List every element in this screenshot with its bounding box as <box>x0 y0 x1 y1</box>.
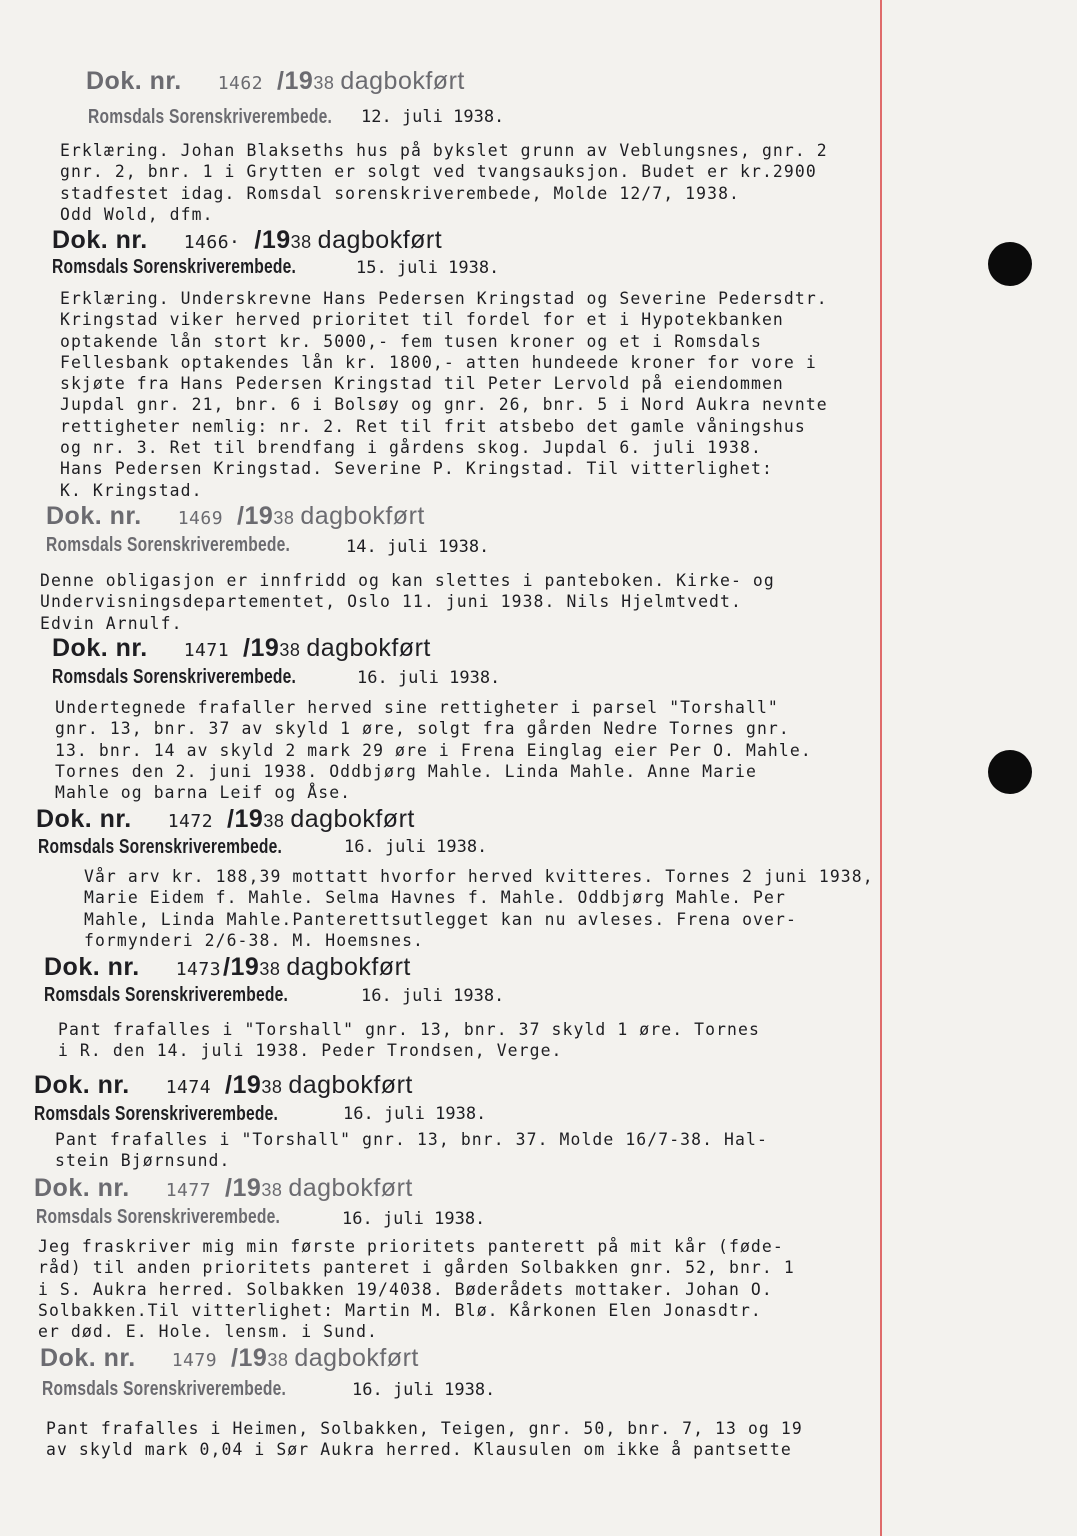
text-line: 13. bnr. 14 av skyld 2 mark 29 øre i Frena Einglag eier Per O. Mahle. <box>55 740 812 760</box>
year-prefix: /19 <box>223 953 260 981</box>
year-prefix: /19 <box>231 1344 268 1372</box>
red-margin-line <box>880 0 882 1536</box>
text-line: formynderi 2/6-38. M. Hoemsnes. <box>84 930 425 950</box>
entry-date: 16. juli 1938. <box>352 1380 496 1400</box>
stamp-word: dagbokført <box>340 67 465 95</box>
entry-date: 16. juli 1938. <box>361 986 505 1006</box>
text-line: Vår arv kr. 188,39 mottatt hvorfor herved kvitteres. Tornes 2 juni 1938, <box>84 867 874 886</box>
text-line: Fellesbank optakendes lån kr. 1800,- atten hundeede kroner for vore i <box>60 352 817 372</box>
year-suffix: 38 <box>261 1180 283 1200</box>
text-line: Pant frafalles i "Torshall" gnr. 13, bnr. 37 skyld 1 øre. Tornes <box>58 1020 760 1039</box>
entry-text <box>60 140 828 225</box>
text-line: gnr. 13, bnr. 37 av skyld 1 øre, solgt fra gården Nedre Tornes gnr. <box>55 719 790 739</box>
punch-hole-icon <box>988 750 1032 794</box>
year-prefix: /19 <box>237 502 274 530</box>
dok-number: 1471 <box>183 640 230 661</box>
dok-label: Dok. nr. <box>46 502 142 530</box>
dok-number: 1469 <box>177 508 224 529</box>
year-suffix: 38 <box>290 232 312 252</box>
text-line: Erklæring. Johan Blakseths hus på bykslet grunn av Veblungsnes, gnr. 2 <box>60 141 828 160</box>
year-prefix: /19 <box>254 226 291 254</box>
year-prefix: /19 <box>225 1071 262 1099</box>
stamp-word: dagbokført <box>288 1071 413 1099</box>
text-line: er død. E. Hole. lensm. i Sund. <box>38 1322 379 1342</box>
stamp-word: dagbokført <box>306 634 431 662</box>
dagbok-stamp <box>34 1174 413 1203</box>
dok-label: Dok. nr. <box>44 953 140 981</box>
entry-text <box>38 1236 795 1342</box>
dok-label: Dok. nr. <box>86 67 182 95</box>
entry-text <box>58 1019 760 1062</box>
text-line: Undervisningsdepartementet, Oslo 11. juni 1938. Nils Hjelmtvedt. <box>40 592 742 612</box>
entry-date: 14. juli 1938. <box>346 537 490 557</box>
office-stamp: Romsdals Sorenskriverembede. <box>34 1103 279 1125</box>
dagbok-stamp <box>46 502 425 531</box>
text-line: Jeg fraskriver mig min første prioritets panterett på mit kår (føde- <box>38 1237 784 1256</box>
entry-text <box>60 288 828 501</box>
entry-date: 16. juli 1938. <box>342 1209 486 1229</box>
text-line: Mahle og barna Leif og Åse. <box>55 783 352 803</box>
dok-number: 1479 <box>171 1350 218 1371</box>
text-line: stein Bjørnsund. <box>55 1151 231 1171</box>
entry-date: 16. juli 1938. <box>344 837 488 857</box>
entry-text <box>55 1129 768 1172</box>
punch-hole-icon <box>988 242 1032 286</box>
text-line: Undertegnede frafaller herved sine rettigheter i parsel "Torshall" <box>55 698 779 717</box>
office-stamp: Romsdals Sorenskriverembede. <box>42 1378 287 1400</box>
text-line: i S. Aukra herred. Solbakken 19/4038. Bøderådets mottaker. Johan O. <box>38 1279 773 1299</box>
office-stamp: Romsdals Sorenskriverembede. <box>46 534 291 556</box>
text-line: Tornes den 2. juni 1938. Oddbjørg Mahle. Linda Mahle. Anne Marie <box>55 761 757 781</box>
dok-number: 1473 <box>175 959 222 980</box>
text-line: Kringstad viker herved prioritet til fordel for et i Hypotekbanken <box>60 310 784 330</box>
dagbok-stamp <box>52 634 431 663</box>
text-line: rettigheter nemlig: nr. 2. Ret til frit atsbebo det gamle våningshus <box>60 416 806 436</box>
dok-label: Dok. nr. <box>34 1174 130 1202</box>
text-line: Erklæring. Underskrevne Hans Pedersen Kringstad og Severine Pedersdtr. <box>60 289 828 308</box>
text-line: stadfestet idag. Romsdal sorenskriverembede, Molde 12/7, 1938. <box>60 183 741 203</box>
entry-date: 15. juli 1938. <box>356 258 500 278</box>
dok-label: Dok. nr. <box>52 226 148 254</box>
entry-date: 12. juli 1938. <box>361 107 505 127</box>
text-line: Denne obligasjon er innfridd og kan slettes i panteboken. Kirke- og <box>40 571 775 590</box>
text-line: K. Kringstad. <box>60 480 203 500</box>
stamp-word: dagbokført <box>294 1344 419 1372</box>
text-line: Marie Eidem f. Mahle. Selma Havnes f. Mahle. Oddbjørg Mahle. Per <box>84 888 786 908</box>
dagbok-stamp <box>52 226 442 255</box>
year-prefix: /19 <box>277 67 314 95</box>
year-prefix: /19 <box>227 805 264 833</box>
stamp-word: dagbokført <box>286 953 411 981</box>
year-suffix: 38 <box>313 73 335 93</box>
text-line: Jupdal gnr. 21, bnr. 6 i Bolsøy og gnr. 26, bnr. 5 i Nord Aukra nevnte <box>60 395 828 415</box>
entry-text <box>84 866 874 951</box>
office-stamp: Romsdals Sorenskriverembede. <box>44 984 289 1006</box>
text-line: gnr. 2, bnr. 1 i Grytten er solgt ved tvangsauksjon. Budet er kr.2900 <box>60 162 817 182</box>
dok-number: 1472 <box>167 811 214 832</box>
year-suffix: 38 <box>263 811 285 831</box>
text-line: Odd Wold, dfm. <box>60 204 214 224</box>
dok-label: Dok. nr. <box>36 805 132 833</box>
office-stamp: Romsdals Sorenskriverembede. <box>36 1206 281 1228</box>
entry-date: 16. juli 1938. <box>357 668 501 688</box>
text-line: Pant frafalles i Heimen, Solbakken, Teigen, gnr. 50, bnr. 7, 13 og 19 <box>46 1419 803 1438</box>
text-line: Hans Pedersen Kringstad. Severine P. Kringstad. Til vitterlighet: <box>60 459 773 479</box>
text-line: skjøte fra Hans Pedersen Kringstad til Peter Lervold på eiendommen <box>60 374 784 394</box>
stamp-word: dagbokført <box>300 502 425 530</box>
text-line: Pant frafalles i "Torshall" gnr. 13, bnr. 37. Molde 16/7-38. Hal- <box>55 1130 768 1149</box>
dok-number: 1466· <box>183 232 241 253</box>
entry-date: 16. juli 1938. <box>343 1104 487 1124</box>
entry-text <box>46 1418 803 1461</box>
office-stamp: Romsdals Sorenskriverembede. <box>88 106 333 128</box>
text-line: råd) til anden prioritets panteret i gården Solbakken gnr. 52, bnr. 1 <box>38 1258 795 1278</box>
dok-label: Dok. nr. <box>52 634 148 662</box>
year-suffix: 38 <box>279 640 301 660</box>
year-suffix: 38 <box>261 1077 283 1097</box>
office-stamp: Romsdals Sorenskriverembede. <box>38 836 283 858</box>
text-line: av skyld mark 0,04 i Sør Aukra herred. Klausulen om ikke å pantsette <box>46 1440 792 1460</box>
dagbok-stamp <box>34 1071 413 1100</box>
entry-text <box>40 570 775 634</box>
dok-number: 1474 <box>165 1077 212 1098</box>
dagbok-stamp <box>86 67 465 96</box>
dagbok-stamp <box>44 953 411 982</box>
stamp-word: dagbokført <box>288 1174 413 1202</box>
dok-number: 1462 <box>217 73 264 94</box>
text-line: Solbakken.Til vitterlighet: Martin M. Blø. Kårkonen Elen Jonasdtr. <box>38 1300 762 1320</box>
dok-number: 1477 <box>165 1180 212 1201</box>
year-suffix: 38 <box>259 959 281 979</box>
dok-label: Dok. nr. <box>40 1344 136 1372</box>
office-stamp: Romsdals Sorenskriverembede. <box>52 256 297 278</box>
entry-text <box>55 697 812 803</box>
year-suffix: 38 <box>267 1350 289 1370</box>
text-line: optakende lån stort kr. 5000,- fem tusen kroner og et i Romsdals <box>60 331 762 351</box>
office-stamp: Romsdals Sorenskriverembede. <box>52 666 297 688</box>
stamp-word: dagbokført <box>317 226 443 254</box>
dagbok-stamp <box>36 805 415 834</box>
text-line: og nr. 3. Ret til brendfang i gårdens skog. Jupdal 6. juli 1938. <box>60 438 762 458</box>
dok-label: Dok. nr. <box>34 1071 130 1099</box>
text-line: i R. den 14. juli 1938. Peder Trondsen, Verge. <box>58 1041 563 1061</box>
year-suffix: 38 <box>273 508 295 528</box>
year-prefix: /19 <box>243 634 280 662</box>
text-line: Edvin Arnulf. <box>40 613 183 633</box>
dagbok-stamp <box>40 1344 419 1373</box>
year-prefix: /19 <box>225 1174 262 1202</box>
text-line: Mahle, Linda Mahle.Panterettsutlegget kan nu avleses. Frena over- <box>84 909 797 929</box>
stamp-word: dagbokført <box>290 805 415 833</box>
